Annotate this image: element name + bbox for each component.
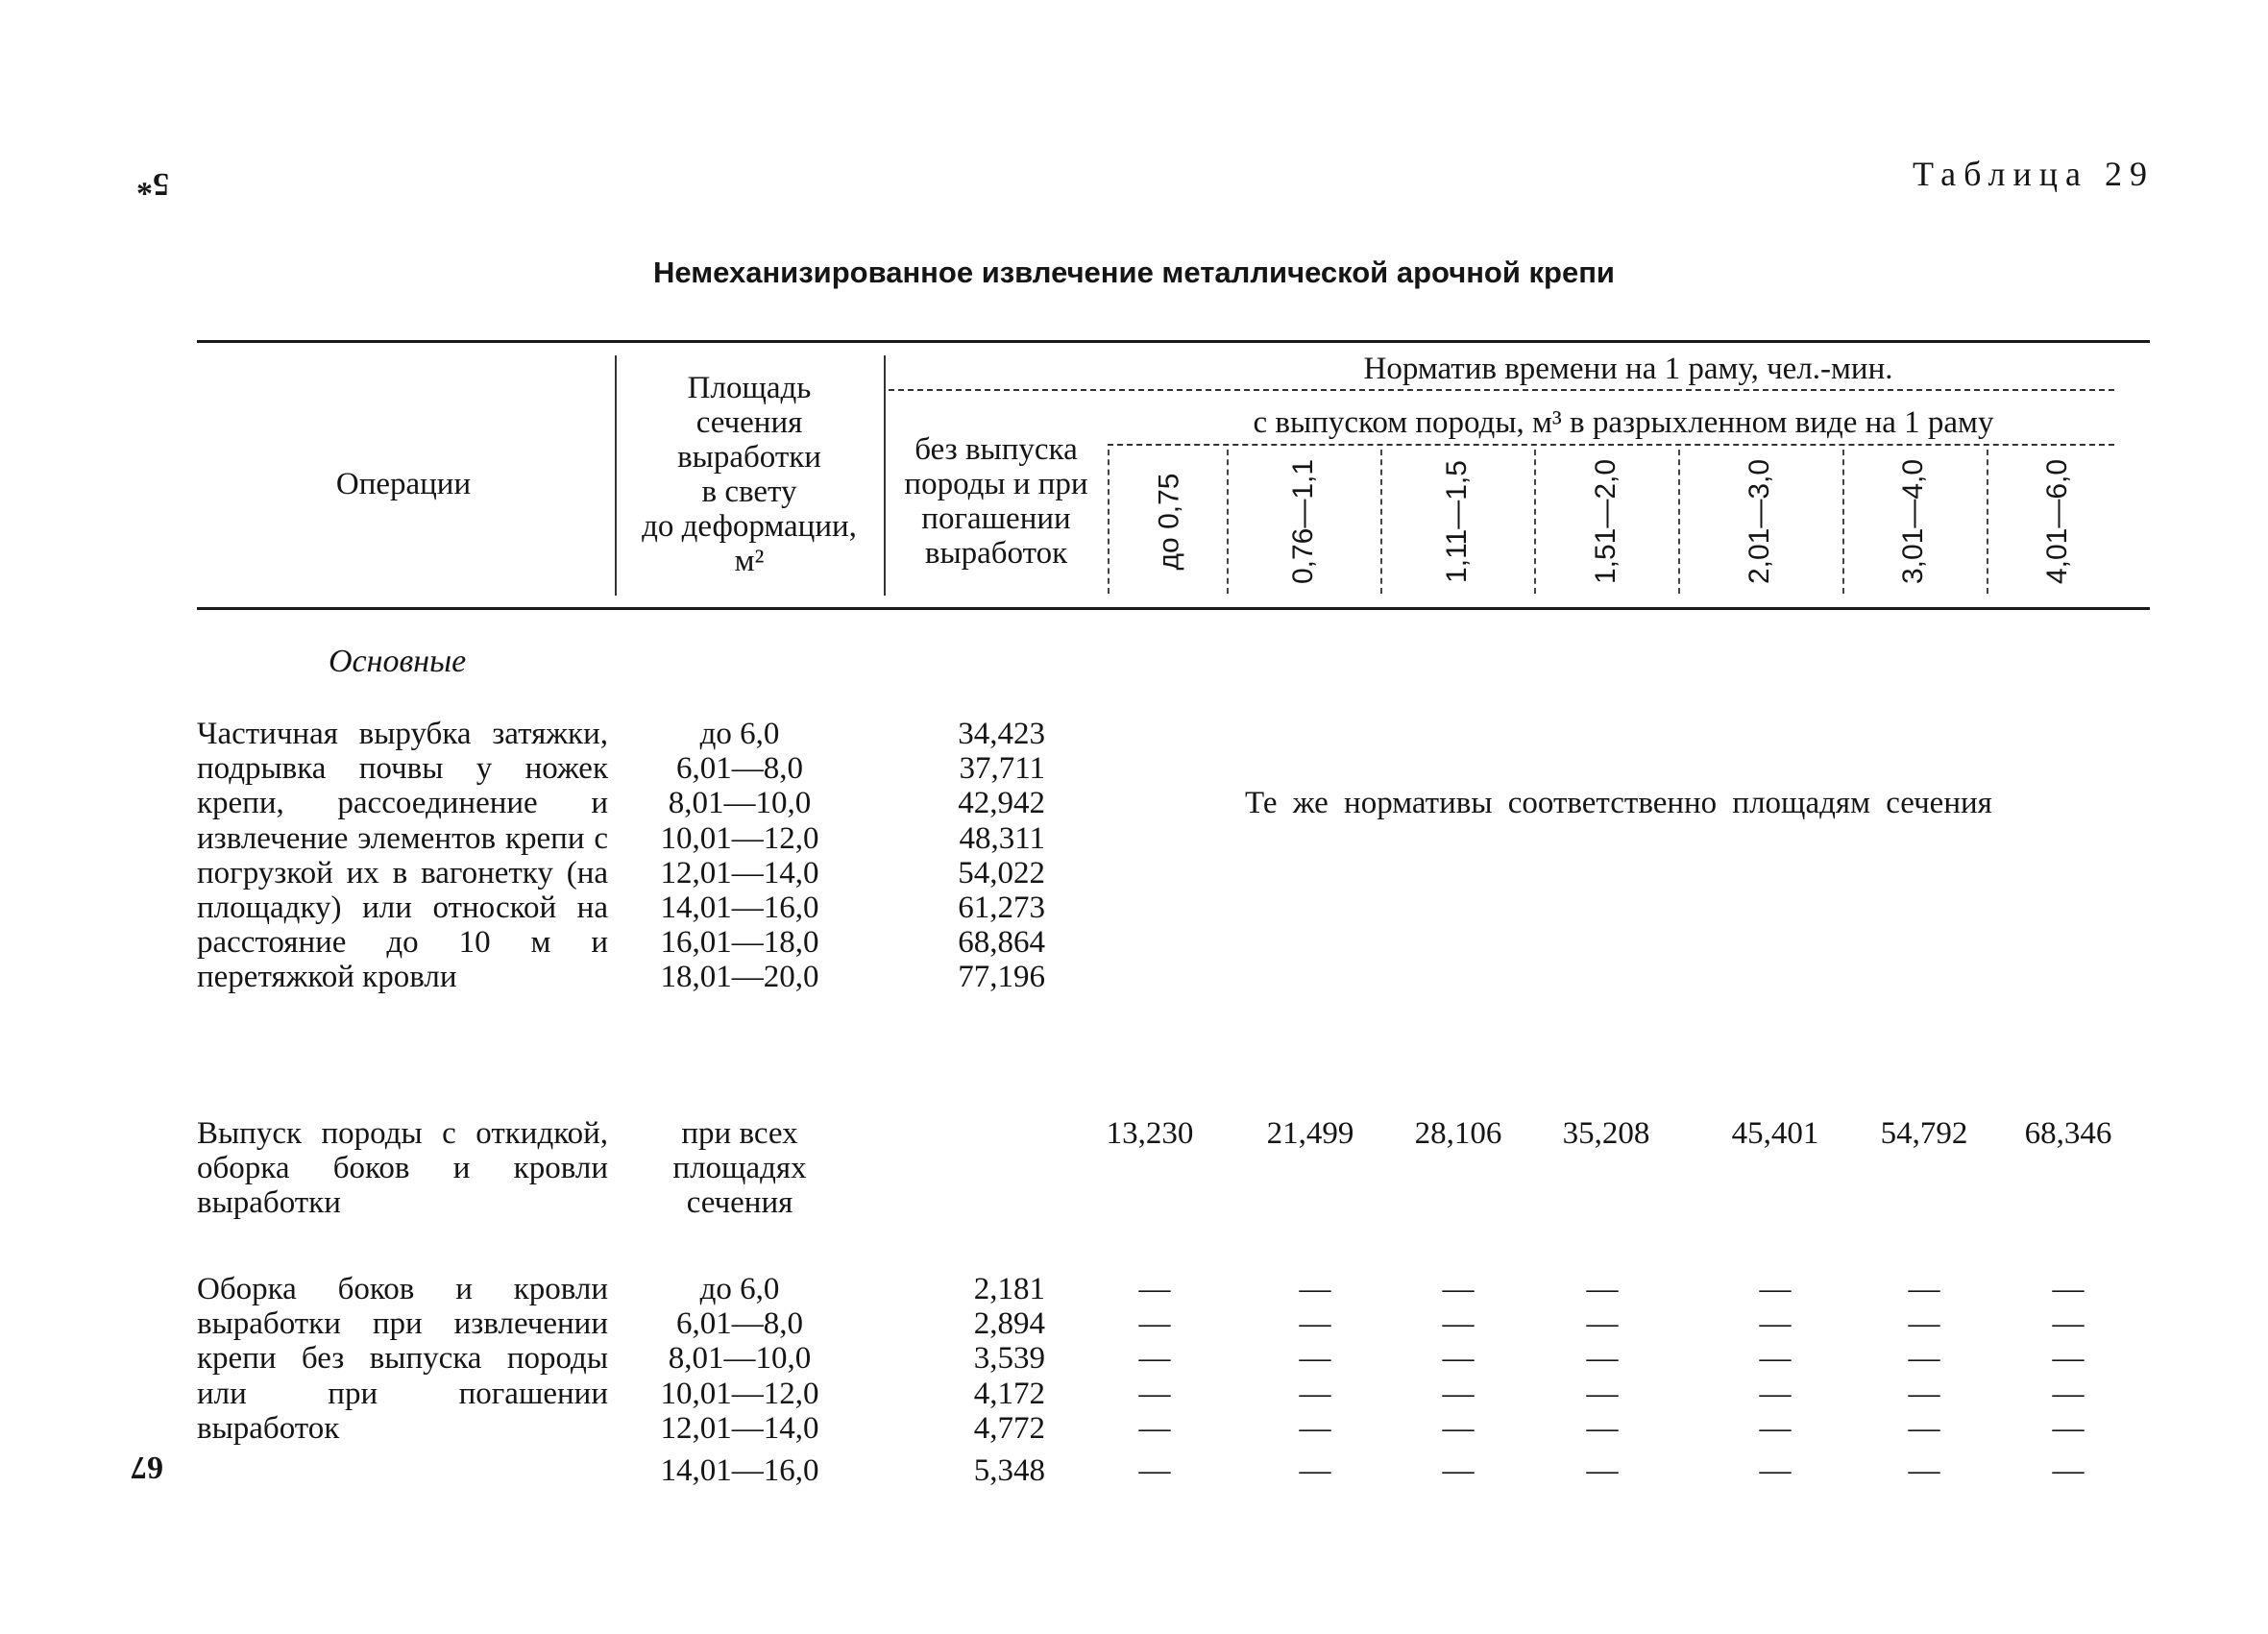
dash-column: — — — — — — <box>1299 1272 1331 1488</box>
dash-column: — — — — — — <box>1138 1272 1171 1488</box>
header-bottom-rule <box>197 607 2150 610</box>
range-divider <box>1227 450 1229 594</box>
row-areas: до 6,0 6,01—8,0 8,01—10,0 10,01—12,0 12,01—14,0 14,01—16,0 16,01—18,0 18,01—20,0 <box>660 717 819 995</box>
range-value: 54,792 <box>1880 1116 1968 1151</box>
row-operation: Выпуск породы с откидкой, оборка боков и кровли выработки <box>197 1116 608 1221</box>
row-values: 34,423 37,711 42,942 48,311 54,022 61,273 68,864 77,196 <box>958 717 1045 995</box>
range-divider <box>1534 450 1536 594</box>
dash-column: — — — — — — <box>1759 1272 1792 1488</box>
header-range: 0,76—1,1 <box>1287 458 1319 585</box>
range-divider <box>1108 450 1110 594</box>
range-divider <box>1380 450 1382 594</box>
section-title: Основные <box>329 644 467 679</box>
range-divider <box>1842 450 1844 594</box>
range-value: 35,208 <box>1562 1116 1650 1151</box>
header-with-release: с выпуском породы, м³ в разрыхленном виде на 1 раму <box>1253 405 1994 440</box>
dash-column: — — — — — — <box>1908 1272 1940 1488</box>
dash-column: — — — — — — <box>1442 1272 1475 1488</box>
header-area: Площадь сечения выработки в свету до деформации, м² <box>642 371 857 578</box>
header-range: 1,11—1,5 <box>1441 460 1473 583</box>
norm-header-rule <box>889 389 2114 391</box>
dash-column: — — — — — — <box>2052 1272 2085 1488</box>
row-areas: при всех площадях сечения <box>672 1116 807 1221</box>
range-divider <box>1987 450 1988 594</box>
side-mark-top: 5* <box>136 166 169 202</box>
table-title: Немеханизированное извлечение металлической арочной крепи <box>652 256 1615 289</box>
header-range: 1,51—2,0 <box>1590 458 1622 585</box>
header-range: 2,01—3,0 <box>1744 458 1775 585</box>
header-range: 3,01—4,0 <box>1897 458 1929 585</box>
range-value: 13,230 <box>1106 1116 1194 1151</box>
row-values: 2,181 2,894 3,539 4,172 4,772 5,348 <box>973 1272 1045 1489</box>
header-range: до 0,75 <box>1153 473 1185 571</box>
ranges-header-rule <box>1108 444 2114 446</box>
header-range: 4,01—6,0 <box>2041 458 2073 585</box>
dash-column: — — — — — — <box>1586 1272 1619 1488</box>
row-operation: Оборка боков и кровли выработки при извлечении крепи без выпуска породы или при погашении выработок <box>197 1272 608 1446</box>
range-value: 68,346 <box>2024 1116 2112 1151</box>
header-norm: Норматив времени на 1 раму, чел.-мин. <box>1363 352 1893 386</box>
range-value: 45,401 <box>1731 1116 1819 1151</box>
header-operations: Операции <box>335 467 472 501</box>
range-value: 21,499 <box>1266 1116 1354 1151</box>
row-operation: Частичная вырубка затяжки, подрывка почвы у ножек крепи, рассоединение и извлечение элементов крепи с погрузкой их в вагонетку (на площадку) или отноской на расстояние до 10 м и перетяжкой кровли <box>197 717 608 995</box>
range-divider <box>1678 450 1680 594</box>
table-top-rule <box>197 340 2150 343</box>
header-without-release: без выпуска породы и при погашении выработок <box>904 432 1088 571</box>
row-note: Те же нормативы соответственно площадям сечения <box>1245 786 1992 820</box>
page-number: 67 <box>131 1450 163 1485</box>
row-areas: до 6,0 6,01—8,0 8,01—10,0 10,01—12,0 12,01—14,0 14,01—16,0 <box>660 1272 819 1489</box>
range-value: 28,106 <box>1414 1116 1502 1151</box>
table-label: Таблица 29 <box>1913 155 2155 193</box>
